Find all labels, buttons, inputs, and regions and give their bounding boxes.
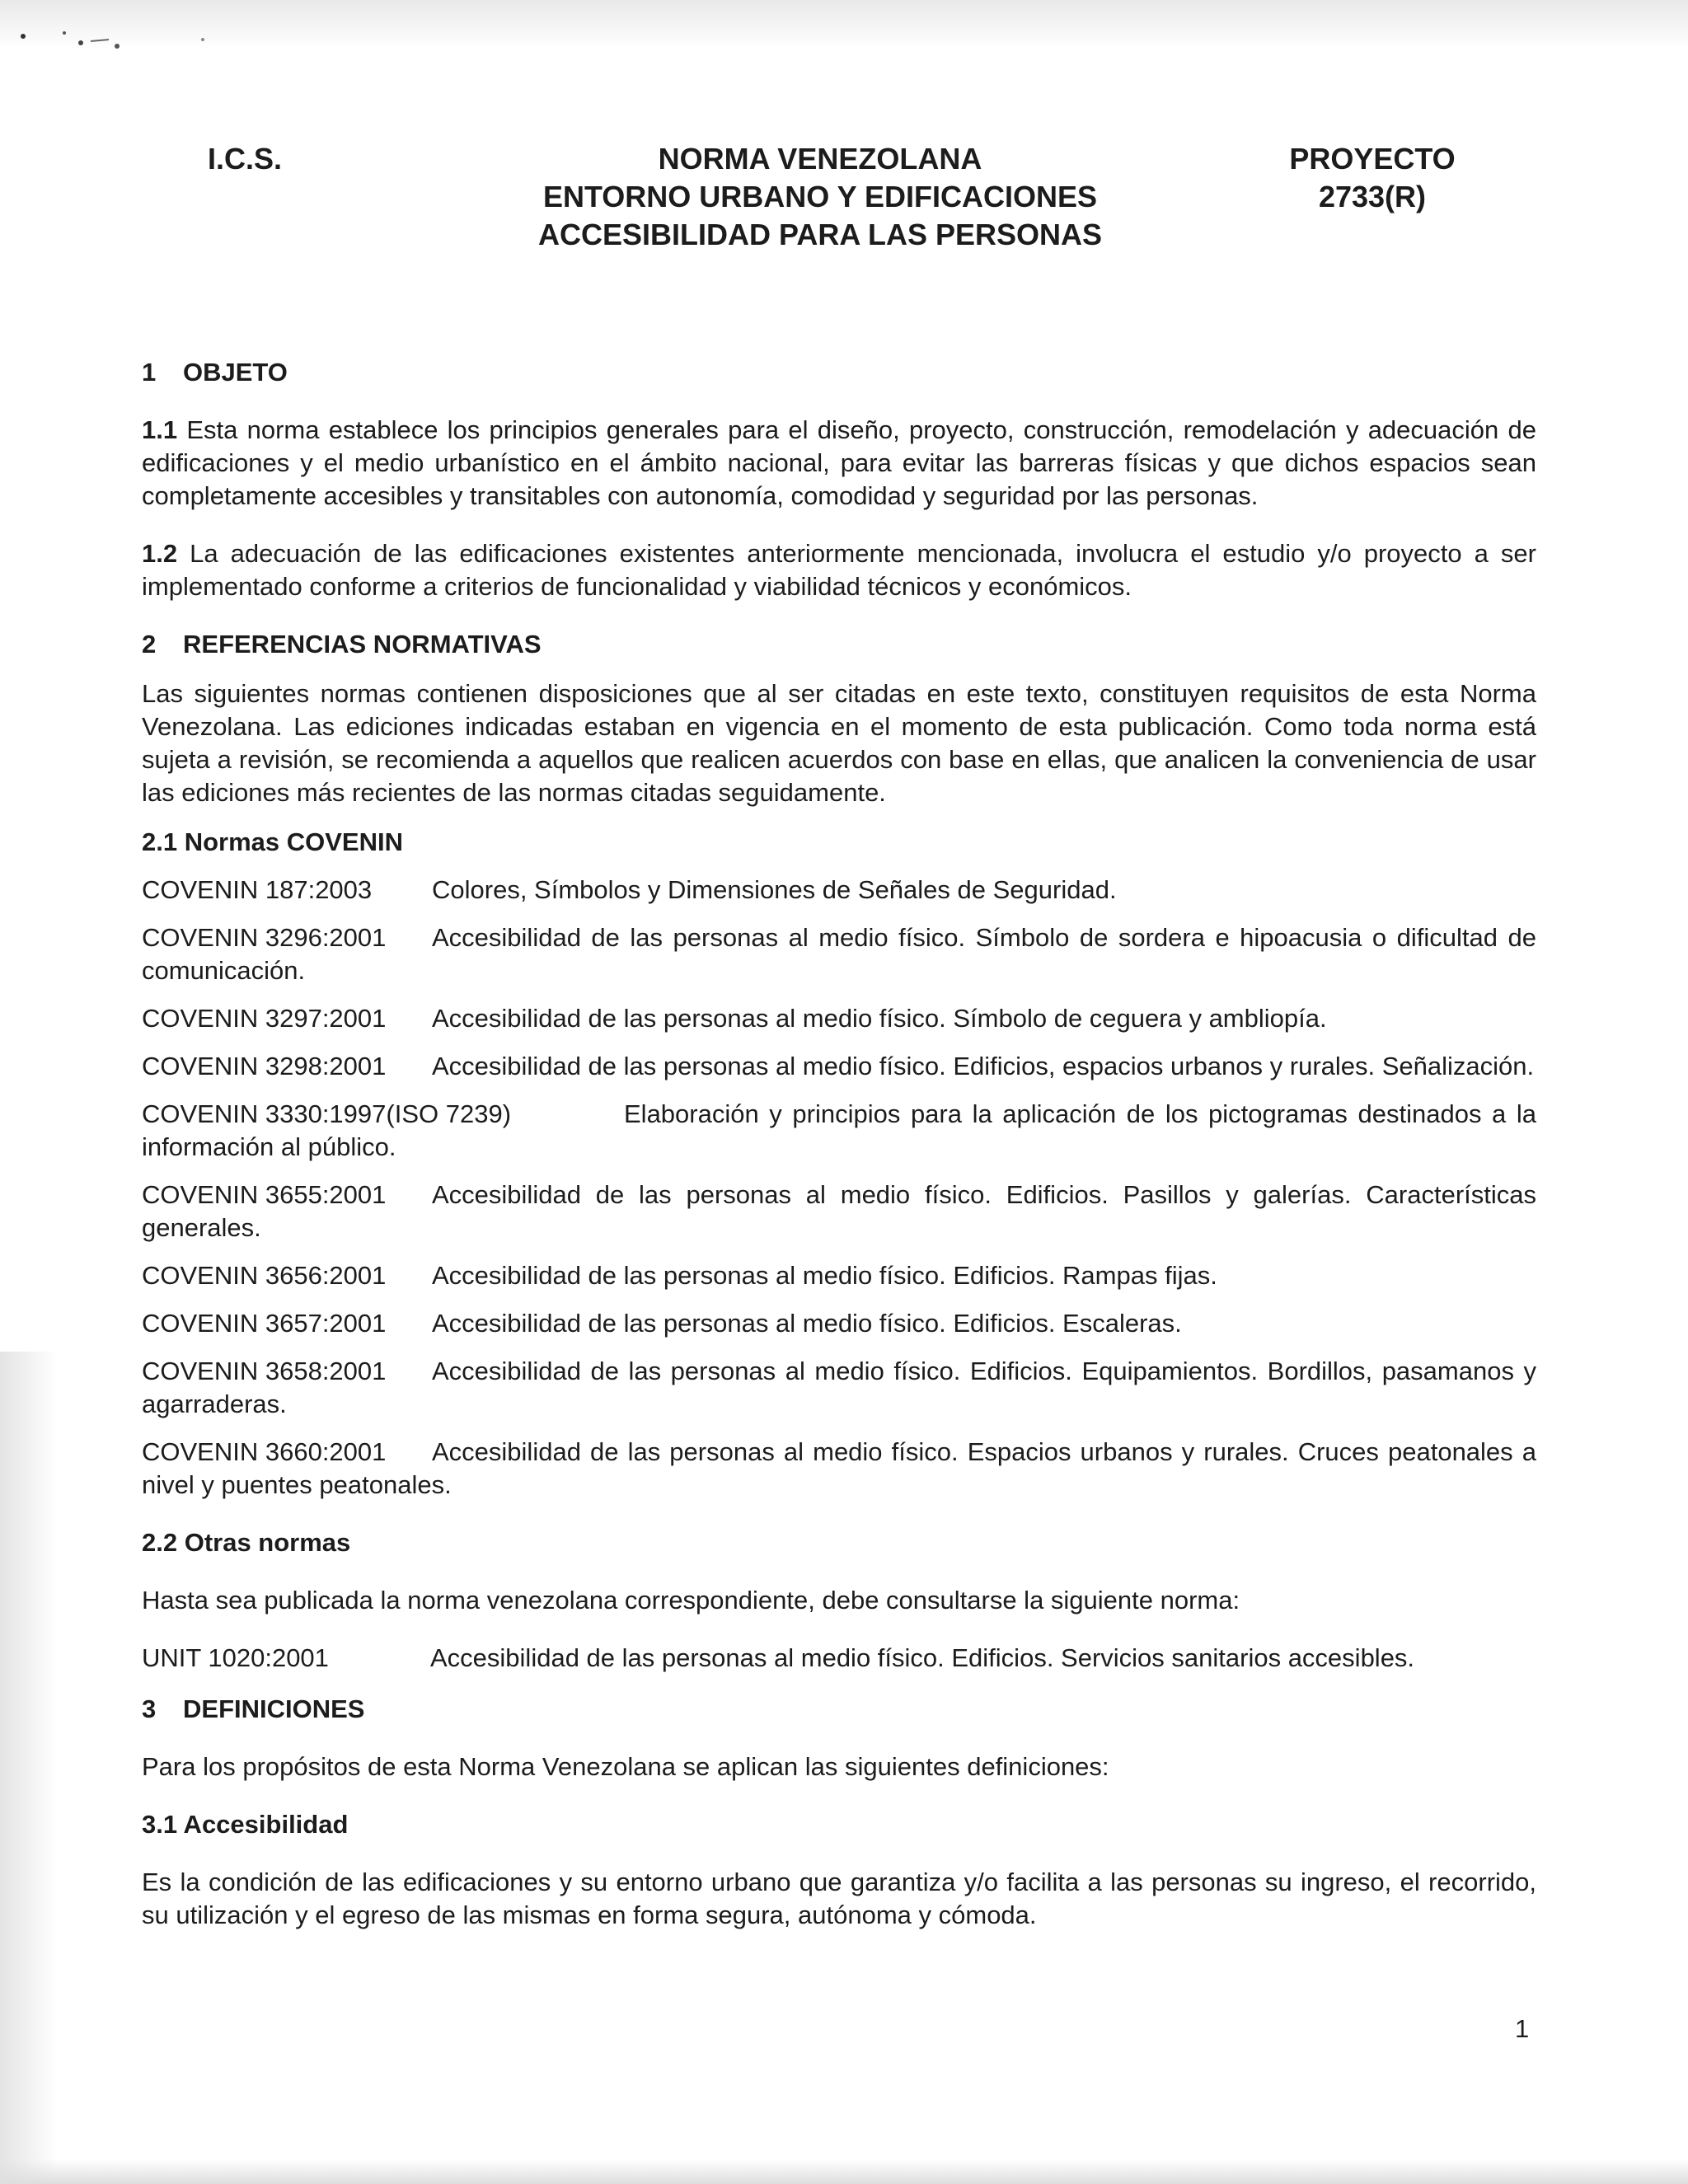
- header-project-label: PROYECTO: [1289, 142, 1456, 176]
- section-title: DEFINICIONES: [183, 1694, 365, 1723]
- reference-description: Accesibilidad de las personas al medio físico. Edificios. Servicios sanitarios accesibles.: [430, 1643, 1415, 1672]
- reference-description: Accesibilidad de las personas al medio físico. Espacios urbanos y rurales. Cruces peatonales a nivel y puentes peatonales.: [142, 1437, 1536, 1499]
- paragraph-referencias-intro: Las siguientes normas contienen disposiciones que al ser citadas en este texto, constituyen requisitos de esta Norma Venezolana. Las ediciones indicadas estaban en vigencia en el momento de esta publicación. Como toda norma está sujeta a revisión, se recomienda a aquellos que realicen acuerdos con base en ellas, que analicen la conveniencia de usar las ediciones más recientes de las normas citadas seguidamente.: [142, 679, 1536, 807]
- reference-code: COVENIN 3658:2001: [142, 1357, 387, 1385]
- paragraph-number: 1.1: [142, 415, 178, 444]
- section-title: REFERENCIAS NORMATIVAS: [183, 630, 542, 658]
- page-number: 1: [1515, 2014, 1530, 2043]
- reference-code: COVENIN 187:2003: [142, 875, 373, 904]
- reference-item: [142, 1050, 1536, 1083]
- reference-description: Accesibilidad de las personas al medio físico. Edificios. Rampas fijas.: [432, 1261, 1217, 1290]
- header-title-line: ENTORNO URBANO Y EDIFICACIONES: [542, 180, 1098, 213]
- reference-description: Accesibilidad de las personas al medio físico. Edificios, espacios urbanos y rurales. Señalización.: [432, 1052, 1535, 1080]
- subsection-heading-otras-normas: 2.2 Otras normas: [142, 1528, 351, 1557]
- reference-code: COVENIN 3657:2001: [142, 1309, 387, 1338]
- document-header: [0, 140, 1688, 255]
- reference-description: Accesibilidad de las personas al medio físico. Edificios. Pasillos y galerías. Características generales.: [142, 1180, 1536, 1242]
- paragraph-number: 1.2: [142, 539, 178, 568]
- scan-specks: [16, 25, 214, 58]
- section-number: 2: [142, 630, 157, 658]
- paragraph-text: La adecuación de las edificaciones existentes anteriormente mencionada, involucra el estudio y/o proyecto a ser implementado conforme a criterios de funcionalidad y viabilidad técnicos y económicos.: [142, 539, 1536, 601]
- reference-description: Accesibilidad de las personas al medio físico. Edificios. Equipamientos. Bordillos, pasamanos y agarraderas.: [142, 1357, 1536, 1418]
- header-project-number: 2733(R): [1318, 180, 1427, 213]
- reference-item: [142, 1179, 1536, 1244]
- scan-shadow-top: [0, 0, 1688, 49]
- reference-item: [142, 1642, 1536, 1675]
- paragraph-definiciones-intro: Para los propósitos de esta Norma Venezolana se aplican las siguientes definiciones:: [142, 1752, 1109, 1781]
- scan-shadow-bottom: [0, 2159, 1688, 2184]
- section-heading-definiciones: [142, 1693, 1536, 1726]
- paragraph-text: Esta norma establece los principios generales para el diseño, proyecto, construcción, remodelación y adecuación de edificaciones y el medio urbanístico en el ámbito nacional, para evitar las barreras físicas y que dichos espacios sean completamente accesibles y transitables con autonomía, comodidad y seguridad por las personas.: [142, 415, 1536, 510]
- header-title-line: ACCESIBILIDAD PARA LAS PERSONAS: [537, 218, 1103, 251]
- reference-item: [142, 874, 1536, 907]
- header-project: [1269, 140, 1475, 216]
- reference-code: COVENIN 3655:2001: [142, 1180, 387, 1209]
- reference-code: COVENIN 3296:2001: [142, 923, 387, 952]
- reference-item: [142, 1098, 1536, 1164]
- reference-code: COVENIN 3297:2001: [142, 1004, 387, 1033]
- scan-shadow-left: [0, 1352, 58, 2184]
- section-number: 1: [142, 358, 157, 387]
- paragraph-otras-normas-intro: Hasta sea publicada la norma venezolana correspondiente, debe consultarse la siguiente norma:: [142, 1586, 1240, 1615]
- paragraph-1-2: [142, 537, 1536, 603]
- section-title: OBJETO: [183, 358, 288, 387]
- document-body: [142, 356, 1536, 1932]
- section-heading-objeto: [142, 356, 1536, 389]
- reference-description: Colores, Símbolos y Dimensiones de Señales de Seguridad.: [432, 875, 1117, 904]
- reference-item: [142, 1259, 1536, 1292]
- subsection-heading-covenin: 2.1 Normas COVENIN: [142, 827, 403, 856]
- reference-item: [142, 921, 1536, 987]
- reference-item: [142, 1436, 1536, 1502]
- reference-code: COVENIN 3330:1997(ISO 7239): [142, 1099, 512, 1128]
- header-institution: I.C.S.: [208, 142, 283, 176]
- reference-description: Accesibilidad de las personas al medio físico. Símbolo de ceguera y ambliopía.: [432, 1004, 1327, 1033]
- header-title: [429, 140, 1212, 254]
- reference-description: Elaboración y principios para la aplicación de los pictogramas destinados a la información al público.: [142, 1099, 1536, 1161]
- reference-item: [142, 1355, 1536, 1421]
- reference-code: COVENIN 3660:2001: [142, 1437, 387, 1466]
- header-title-line: NORMA VENEZOLANA: [658, 142, 982, 176]
- paragraph-1-1: [142, 414, 1536, 513]
- reference-code: COVENIN 3656:2001: [142, 1261, 387, 1290]
- reference-description: Accesibilidad de las personas al medio físico. Edificios. Escaleras.: [432, 1309, 1182, 1338]
- reference-code: UNIT 1020:2001: [142, 1643, 329, 1672]
- reference-item: [142, 1307, 1536, 1340]
- subsection-heading-accesibilidad: 3.1 Accesibilidad: [142, 1810, 349, 1839]
- section-number: 3: [142, 1694, 157, 1723]
- paragraph-accesibilidad: Es la condición de las edificaciones y su entorno urbano que garantiza y/o facilita a las personas su ingreso, el recorrido, su utilización y el egreso de las mismas en forma segura, autónoma y cómoda.: [142, 1868, 1536, 1929]
- reference-item: [142, 1002, 1536, 1035]
- reference-code: COVENIN 3298:2001: [142, 1052, 387, 1080]
- reference-description: Accesibilidad de las personas al medio físico. Símbolo de sordera e hipoacusia o dificultad de comunicación.: [142, 923, 1536, 985]
- section-heading-referencias: [142, 628, 1536, 661]
